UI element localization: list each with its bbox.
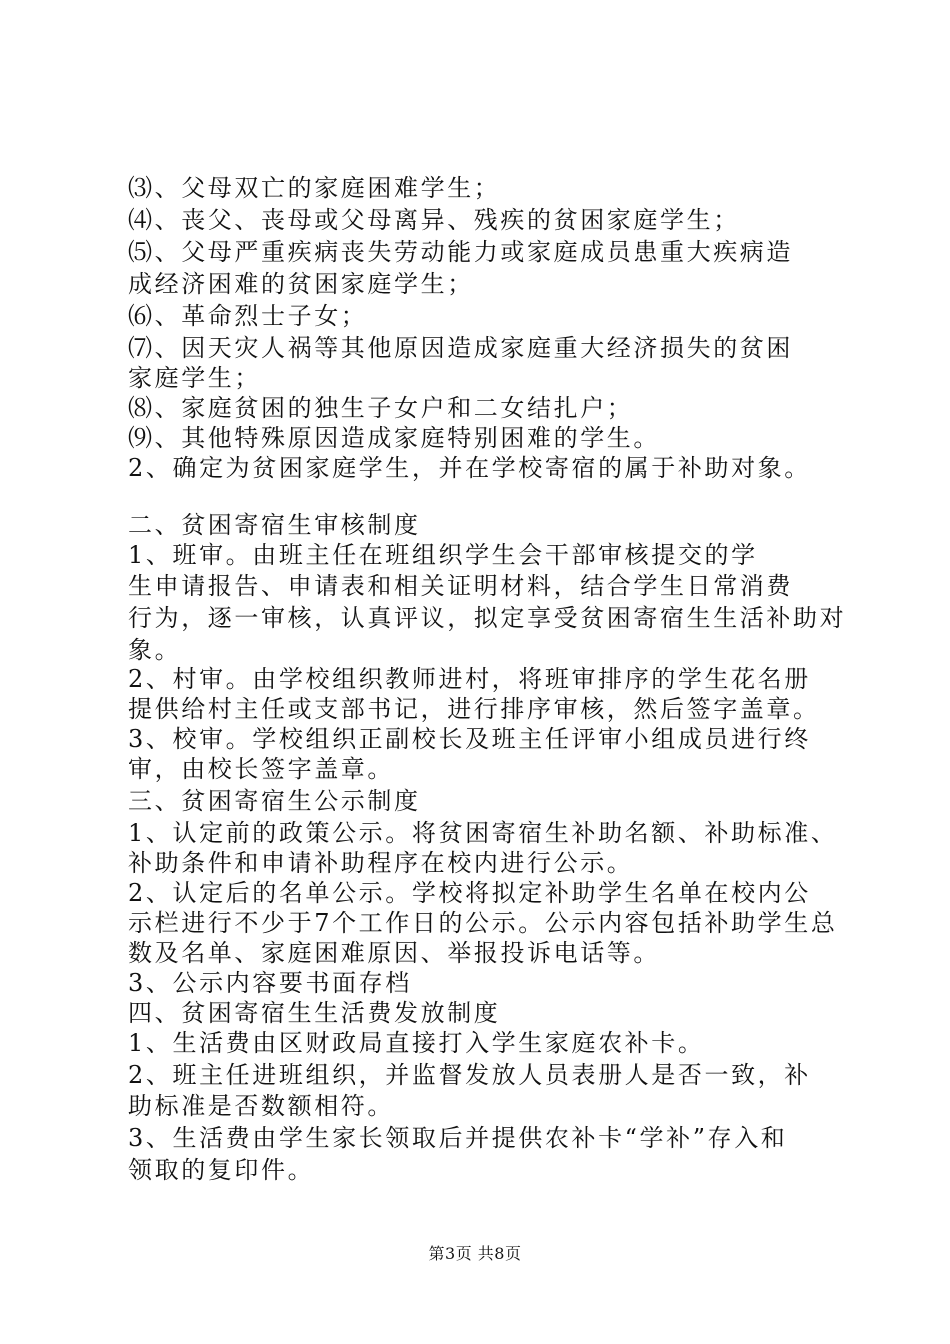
- text-line: ⑼、其他特殊原因造成家庭特别困难的学生。: [128, 424, 660, 452]
- text-line: 审，由校长签字盖章。: [128, 755, 394, 783]
- text-line: ⑺、因天灾人祸等其他原因造成家庭重大经济损失的贫困: [128, 334, 793, 362]
- page-footer: 第3页 共8页: [428, 1244, 522, 1263]
- text-line: 1、生活费由区财政局直接打入学生家庭农补卡。: [128, 1029, 705, 1057]
- section-heading: 三、贫困寄宿生公示制度: [128, 787, 421, 815]
- text-line: 2、班主任进班组织，并监督发放人员表册人是否一致，补: [128, 1061, 811, 1089]
- section-heading: 二、贫困寄宿生审核制度: [128, 511, 421, 539]
- text-line: 3、生活费由学生家长领取后并提供农补卡“学补”存入和: [128, 1124, 788, 1152]
- text-line: 家庭学生；: [128, 364, 261, 392]
- text-line: 生申请报告、申请表和相关证明材料，结合学生日常消费: [128, 572, 793, 600]
- text-line: ⑻、家庭贫困的独生子女户和二女结扎户；: [128, 394, 634, 422]
- text-line: ⑹、革命烈士子女；: [128, 302, 368, 330]
- text-line: 补助条件和申请补助程序在校内进行公示。: [128, 849, 634, 877]
- text-line: 3、校审。学校组织正副校长及班主任评审小组成员进行终: [128, 725, 811, 753]
- text-line: ⑸、父母严重疾病丧失劳动能力或家庭成员患重大疾病造: [128, 238, 793, 266]
- text-line: ⑷、丧父、丧母或父母离异、残疾的贫困家庭学生；: [128, 206, 740, 234]
- text-line: 助标准是否数额相符。: [128, 1092, 394, 1120]
- text-line: 象。: [128, 636, 182, 664]
- text-line: 示栏进行不少于7个工作日的公示。公示内容包括补助学生总: [128, 909, 838, 937]
- text-line: 1、班审。由班主任在班组织学生会干部审核提交的学: [128, 541, 758, 569]
- text-line: 成经济困难的贫困家庭学生；: [128, 270, 474, 298]
- text-line: 2、确定为贫困家庭学生，并在学校寄宿的属于补助对象。: [128, 454, 811, 482]
- text-line: ⑶、父母双亡的家庭困难学生；: [128, 174, 501, 202]
- text-line: 2、村审。由学校组织教师进村，将班审排序的学生花名册: [128, 665, 811, 693]
- section-heading: 四、贫困寄宿生生活费发放制度: [128, 999, 501, 1027]
- text-line: 提供给村主任或支部书记，进行排序审核，然后签字盖章。: [128, 695, 820, 723]
- text-line: 行为，逐一审核，认真评议，拟定享受贫困寄宿生生活补助对: [128, 604, 847, 632]
- text-line: 1、认定前的政策公示。将贫困寄宿生补助名额、补助标准、: [128, 819, 838, 847]
- text-line: 领取的复印件。: [128, 1156, 315, 1184]
- text-line: 3、公示内容要书面存档: [128, 969, 412, 997]
- text-line: 2、认定后的名单公示。学校将拟定补助学生名单在校内公: [128, 879, 811, 907]
- text-line: 数及名单、家庭困难原因、举报投诉电话等。: [128, 939, 660, 967]
